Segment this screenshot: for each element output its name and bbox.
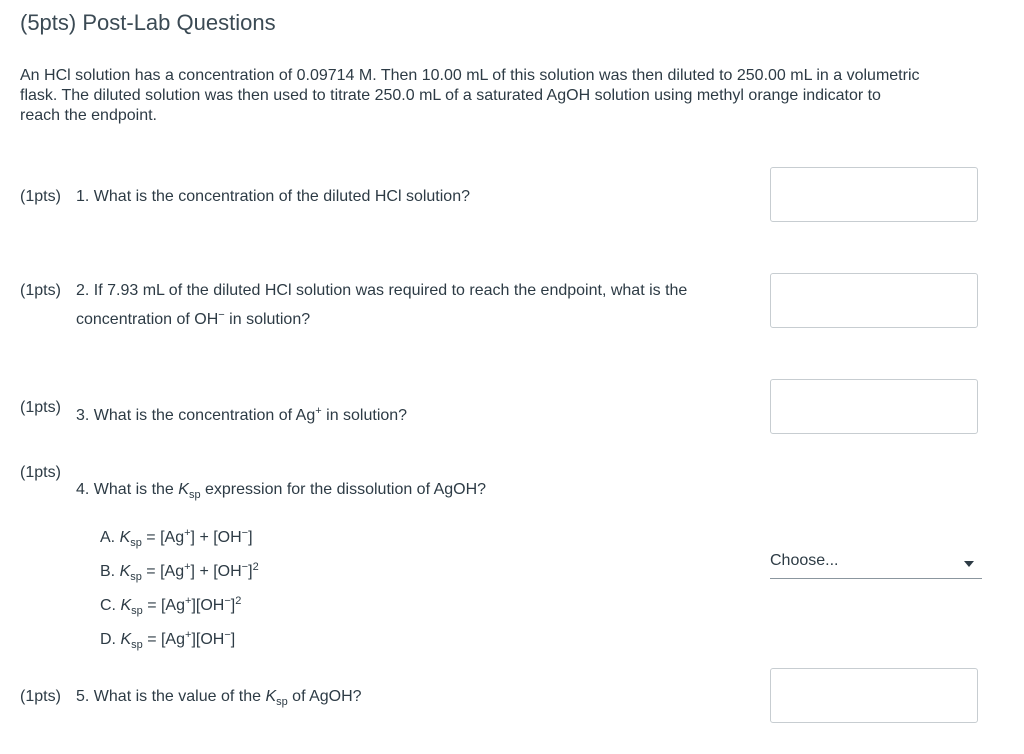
question-3-answer-input[interactable] — [770, 379, 978, 434]
question-1-answer-input[interactable] — [770, 167, 978, 222]
question-4-text — [76, 478, 486, 507]
question-2-text-part: concentration of OH — [76, 311, 219, 328]
subscript: sp — [188, 489, 201, 501]
question-4-answer-select[interactable] — [770, 546, 982, 579]
question-3-text — [76, 399, 407, 428]
question-2-text-part: in solution? — [224, 311, 311, 328]
option-b: B. $K_{sp} = [Ag^+] + [OH^-]^2$ — [100, 561, 259, 583]
problem-statement — [20, 66, 1000, 126]
ksp-symbol: K — [178, 481, 189, 498]
superscript: − — [218, 309, 225, 321]
intro-line: flask. The diluted solution was then used to titrate 250.0 mL of a saturated AgOH solution using methyl orange indicator to — [20, 87, 881, 104]
question-2-answer-input[interactable] — [770, 273, 978, 328]
intro-line: reach the endpoint. — [20, 107, 157, 124]
subscript: sp — [276, 696, 288, 708]
question-5-answer-input[interactable] — [770, 668, 978, 723]
question-4-text-part: expression for the dissolution of AgOH? — [200, 481, 487, 498]
superscript: + — [315, 405, 322, 417]
question-3-text-part: 3. What is the concentration of Ag — [76, 407, 316, 424]
answer-options-list — [100, 521, 259, 657]
ksp-symbol: K — [265, 688, 277, 705]
question-4-text-part: 4. What is the — [76, 481, 179, 498]
chevron-down-icon — [964, 561, 974, 567]
option-a: A. $K_{sp} = [Ag^+] + [OH^-]$ — [100, 527, 253, 549]
question-5-text — [76, 685, 362, 714]
question-2-points: (1pts) — [20, 282, 61, 299]
question-2-line-2 — [76, 303, 687, 332]
question-3-text-part: in solution? — [321, 407, 408, 424]
question-5-points: (1pts) — [20, 688, 61, 705]
question-2-text — [76, 279, 687, 332]
option-c: C. $K_{sp} = [Ag^+][OH^-]^2$ — [100, 595, 242, 617]
question-5-text-part: 5. What is the value of the — [76, 688, 266, 705]
question-3-points: (1pts) — [20, 399, 61, 416]
question-2-line-1: 2. If 7.93 mL of the diluted HCl solution was required to reach the endpoint, what is the — [76, 282, 688, 299]
question-4-points: (1pts) — [20, 464, 61, 481]
option-d: D. $K_{sp} = [Ag^+][OH^-]$ — [100, 629, 236, 651]
page-title: (5pts) Post-Lab Questions — [20, 10, 276, 35]
intro-line: An HCl solution has a concentration of 0.09714 M. Then 10.00 mL of this solution was then diluted to 250.00 mL in a volumetric — [20, 67, 920, 84]
question-1-text: 1. What is the concentration of the diluted HCl solution? — [76, 188, 470, 205]
select-value: Choose... — [770, 552, 839, 569]
question-5-text-part: of AgOH? — [287, 688, 362, 705]
question-1-points: (1pts) — [20, 188, 61, 205]
